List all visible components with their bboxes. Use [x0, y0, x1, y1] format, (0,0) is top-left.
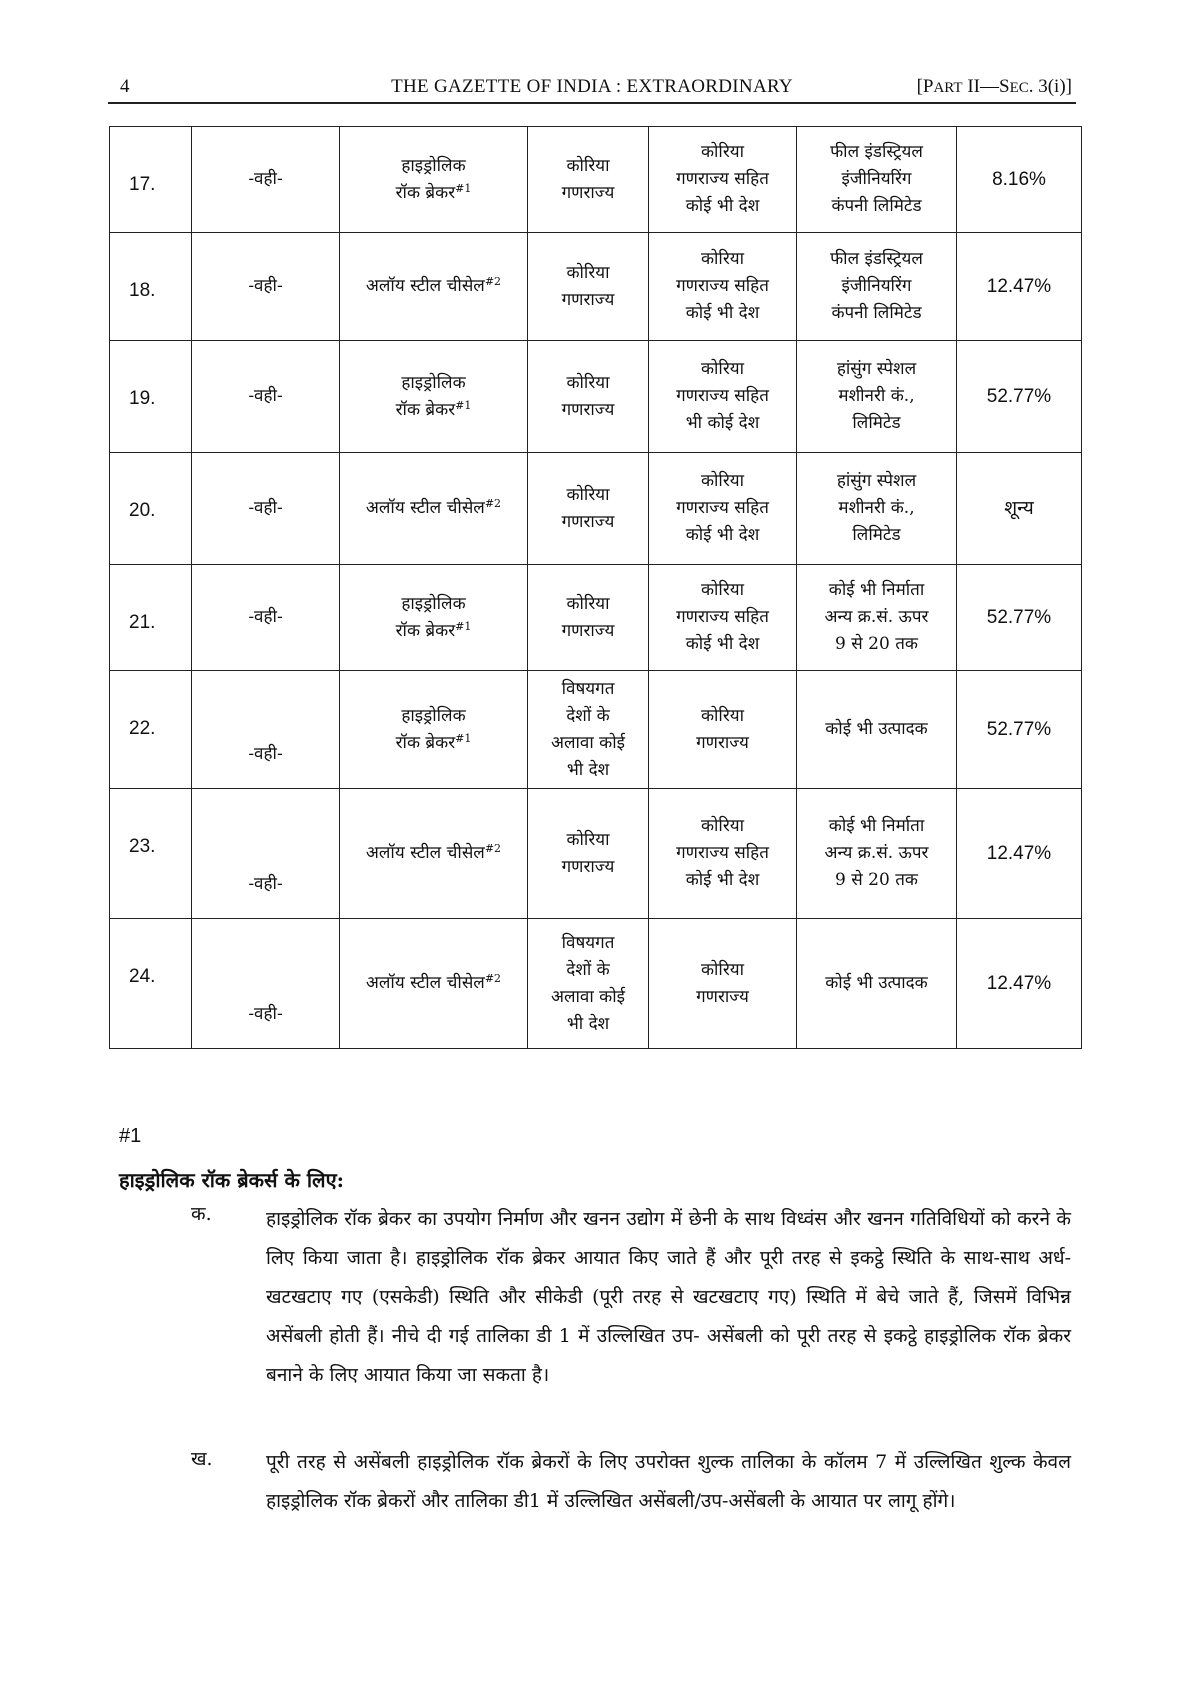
product-description: अलॉय स्टील चीसेल$^{\#2}$ — [340, 919, 528, 1049]
product-description: हाइड्रोलिक रॉक ब्रेकर$^{\#1}$ — [340, 671, 528, 789]
product-description: अलॉय स्टील चीसेल$^{\#2}$ — [340, 789, 528, 919]
duty-rate: 12.47% — [957, 233, 1082, 341]
same-as-above: -वही- — [192, 671, 340, 789]
footnote-marker: #1 — [119, 1125, 142, 1147]
producer: कोई भी निर्माता अन्य क्र.सं. ऊपर 9 से 20 तक — [797, 565, 957, 671]
duty-rate: 52.77% — [957, 341, 1082, 453]
producer: फील इंडस्ट्रियल इंजीनियरिंग कंपनी लिमिटेड — [797, 127, 957, 233]
footnote-ref: #1 — [455, 619, 472, 633]
producer: कोई भी निर्माता अन्य क्र.सं. ऊपर 9 से 20 तक — [797, 789, 957, 919]
producer: फील इंडस्ट्रियल इंजीनियरिंग कंपनी लिमिटेड — [797, 233, 957, 341]
serial-number: 23. — [110, 789, 192, 919]
duty-rate: 52.77% — [957, 565, 1082, 671]
footnote-ref: #1 — [455, 181, 472, 195]
item-a-text: हाइड्रोलिक रॉक ब्रेकर का उपयोग निर्माण और खनन उद्योग में छेनी के साथ विध्वंस और खनन गतिविधियों को करने के लिए किया जाता है। हाइड्रोलिक रॉक ब्रेकर आयात किए जाते हैं और पूरी तरह से इकट्ठे स्थिति के साथ-साथ अर्ध-खटखटाए गए (एसकेडी) स्थिति और सीकेडी (पूरी तरह से खटखटाए गए) स्थिति में बेचे जाते हैं, जिसमें विभिन्न असेंबली होती हैं। नीचे दी गई तालिका डी 1 में उल्लिखित उप- असेंबली को पूरी तरह से इकट्ठे हाइड्रोलिक रॉक ब्रेकर बनाने के लिए आयात किया जा सकता है। — [266, 1208, 1071, 1386]
duty-rate: 52.77% — [957, 671, 1082, 789]
duty-rate: 12.47% — [957, 789, 1082, 919]
same-as-above: -वही- — [192, 919, 340, 1049]
footnote-ref: #1 — [455, 731, 472, 745]
product-description: अलॉय स्टील चीसेल$^{\#2}$ — [340, 453, 528, 565]
country-of-export: कोरिया गणराज्य सहित कोई भी देश — [649, 789, 797, 919]
serial-number: 19. — [110, 341, 192, 453]
item-a-label: क. — [191, 1203, 212, 1225]
country-of-export: कोरिया गणराज्य सहित भी कोई देश — [649, 341, 797, 453]
country-of-origin: कोरिया गणराज्य — [528, 453, 649, 565]
country-of-export: कोरिया गणराज्य सहित कोई भी देश — [649, 453, 797, 565]
table-row — [110, 341, 1082, 453]
producer: हांसुंग स्पेशल मशीनरी कं., लिमिटेड — [797, 341, 957, 453]
duty-rate: शून्य — [957, 453, 1082, 565]
country-of-export: कोरिया गणराज्य सहित कोई भी देश — [649, 565, 797, 671]
serial-number: 18. — [110, 233, 192, 341]
producer: कोई भी उत्पादक — [797, 919, 957, 1049]
footnote-ref: #2 — [484, 972, 502, 985]
page-header — [108, 68, 1076, 104]
item-b-label: ख. — [191, 1448, 213, 1470]
table-row — [110, 127, 1082, 233]
serial-number: 22. — [110, 671, 192, 789]
country-of-origin: कोरिया गणराज्य — [528, 233, 649, 341]
product-description: हाइड्रोलिक रॉक ब्रेकर$^{\#1}$ — [340, 127, 528, 233]
serial-number: 24. — [110, 919, 192, 1049]
country-of-origin: विषयगत देशों के अलावा कोई भी देश — [528, 671, 649, 789]
serial-number: 21. — [110, 565, 192, 671]
country-of-origin: कोरिया गणराज्य — [528, 127, 649, 233]
footnote-ref: #2 — [484, 842, 502, 855]
table-row — [110, 453, 1082, 565]
same-as-above: -वही- — [192, 341, 340, 453]
country-of-origin: विषयगत देशों के अलावा कोई भी देश — [528, 919, 649, 1049]
product-description: हाइड्रोलिक रॉक ब्रेकर$^{\#1}$ — [340, 565, 528, 671]
part-section: [PART II—SEC. 3(i)] — [916, 76, 1072, 97]
producer: हांसुंग स्पेशल मशीनरी कं., लिमिटेड — [797, 453, 957, 565]
footnote-ref: #2 — [484, 275, 502, 288]
duty-rate: 8.16% — [957, 127, 1082, 233]
same-as-above: -वही- — [192, 789, 340, 919]
country-of-export: कोरिया गणराज्य सहित कोई भी देश — [649, 233, 797, 341]
footnote-ref: #1 — [455, 398, 472, 412]
same-as-above: -वही- — [192, 565, 340, 671]
footnote-heading: हाइड्रोलिक रॉक ब्रेकर्स के लिए: — [119, 1168, 345, 1192]
table-row — [110, 565, 1082, 671]
country-of-export: कोरिया गणराज्य — [649, 919, 797, 1049]
duty-table — [109, 126, 1082, 1049]
item-b-text: पूरी तरह से असेंबली हाइड्रोलिक रॉक ब्रेकरों के लिए उपरोक्त शुल्क तालिका के कॉलम 7 में उल्लिखित शुल्क केवल हाइड्रोलिक रॉक ब्रेकरों और तालिका डी1 में उल्लिखित असेंबली/उप-असेंबली के आयात पर लागू होंगे। — [266, 1451, 1071, 1512]
serial-number: 20. — [110, 453, 192, 565]
product-description: अलॉय स्टील चीसेल$^{\#2}$ — [340, 233, 528, 341]
table-row — [110, 789, 1082, 919]
duty-rate: 12.47% — [957, 919, 1082, 1049]
table-row — [110, 671, 1082, 789]
gazette-title: THE GAZETTE OF INDIA : EXTRAORDINARY — [391, 76, 793, 97]
page-number: 4 — [120, 76, 130, 97]
producer: कोई भी उत्पादक — [797, 671, 957, 789]
same-as-above: -वही- — [192, 233, 340, 341]
country-of-origin: कोरिया गणराज्य — [528, 565, 649, 671]
table-row — [110, 919, 1082, 1049]
country-of-origin: कोरिया गणराज्य — [528, 341, 649, 453]
same-as-above: -वही- — [192, 127, 340, 233]
product-description: हाइड्रोलिक रॉक ब्रेकर$^{\#1}$ — [340, 341, 528, 453]
table-row — [110, 233, 1082, 341]
footnote-ref: #2 — [484, 497, 502, 510]
country-of-export: कोरिया गणराज्य — [649, 671, 797, 789]
country-of-export: कोरिया गणराज्य सहित कोई भी देश — [649, 127, 797, 233]
serial-number: 17. — [110, 127, 192, 233]
country-of-origin: कोरिया गणराज्य — [528, 789, 649, 919]
same-as-above: -वही- — [192, 453, 340, 565]
